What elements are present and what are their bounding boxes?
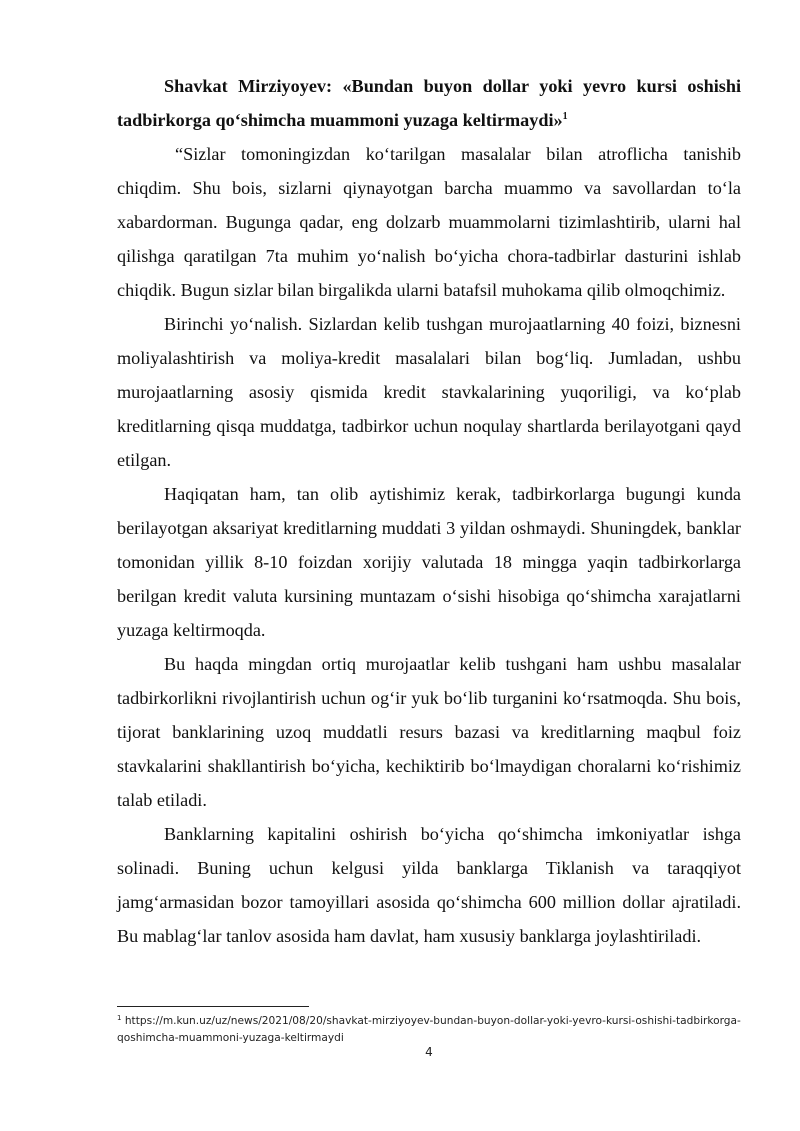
paragraph-1: “Sizlar tomoningizdan ko‘tarilgan masalalar bilan atroflicha tanishib chiqdim. Shu bois, sizlarni qiynayotgan barcha muammo va savollardan to‘la xabardorman. Bugunga qadar, eng dolzarb muammolarni tizimlashtirib, ularni hal qilishga qaratilgan 7ta muhim yo‘nalish bo‘yicha chora-tadbirlar dasturini ishlab chiqdik. Bugun sizlar bilan birgalikda ularni batafsil muhokama qilib olmoqchimiz.	[117, 144, 741, 300]
paragraph-2: Birinchi yo‘nalish. Sizlardan kelib tushgan murojaatlarning 40 foizi, biznesni moliyalashtirish va moliya-kredit masalalari bilan bog‘liq. Jumladan, ushbu murojaatlarning asosiy qismida kredit stavkalarining yuqoriligi, va ko‘plab kreditlarning qisqa muddatga, tadbirkor uchun noqulay shartlarda berilayotgani qayd etilgan.	[117, 314, 741, 470]
paragraph-4: Bu haqda mingdan ortiq murojaatlar kelib tushgani ham ushbu masalalar tadbirkorlikni rivojlantirish uchun og‘ir yuk bo‘lib turganini ko‘rsatmoqda. Shu bois, tijorat banklarining uzoq muddatli resurs bazasi va kreditlarning maqbul foiz stavkalarini shakllantirish bo‘yicha, kechiktirib bo‘lmaydigan choralarni ko‘rishimiz talab etiladi.	[117, 654, 741, 810]
footnote-link[interactable]: https://m.kun.uz/uz/news/2021/08/20/shavkat-mirziyoyev-bundan-buyon-dollar-yoki-yevro-kursi-oshishi-tadbirkorga-qoshimcha-muammoni-yuzaga-keltirmaydi	[117, 1015, 741, 1044]
page-number: 4	[425, 1045, 433, 1059]
paragraph-3: Haqiqatan ham, tan olib aytishimiz kerak, tadbirkorlarga bugungi kunda berilayotgan aksariyat kreditlarning muddati 3 yildan oshmaydi. Shuningdek, banklar tomonidan yillik 8-10 foizdan xorijiy valutada 18 mingga yaqin tadbirkorlarga berilgan kredit valuta kursining muntazam o‘sishi hisobiga qo‘shimcha xarajatlarni yuzaga keltirmoqda.	[117, 484, 741, 640]
footnote-mark: 1	[117, 1014, 122, 1022]
footnote	[117, 1013, 747, 1047]
article-title-text: Shavkat Mirziyoyev: «Bundan buyon dollar yoki yevro kursi oshishi tadbirkorga qo‘shimcha muammoni yuzaga keltirmaydi»	[117, 76, 741, 130]
footnote-divider	[117, 1006, 309, 1007]
article-title	[117, 70, 741, 137]
title-footnote-mark: 1	[562, 110, 568, 122]
page-body	[117, 70, 741, 953]
paragraph-5: Banklarning kapitalini oshirish bo‘yicha qo‘shimcha imkoniyatlar ishga solinadi. Buning uchun kelgusi yilda banklarga Tiklanish va taraqqiyot jamg‘armasidan bozor tamoyillari asosida qo‘shimcha 600 million dollar ajratiladi. Bu mablag‘lar tanlov asosida ham davlat, ham xususiy banklarga joylashtiriladi.	[117, 824, 741, 946]
